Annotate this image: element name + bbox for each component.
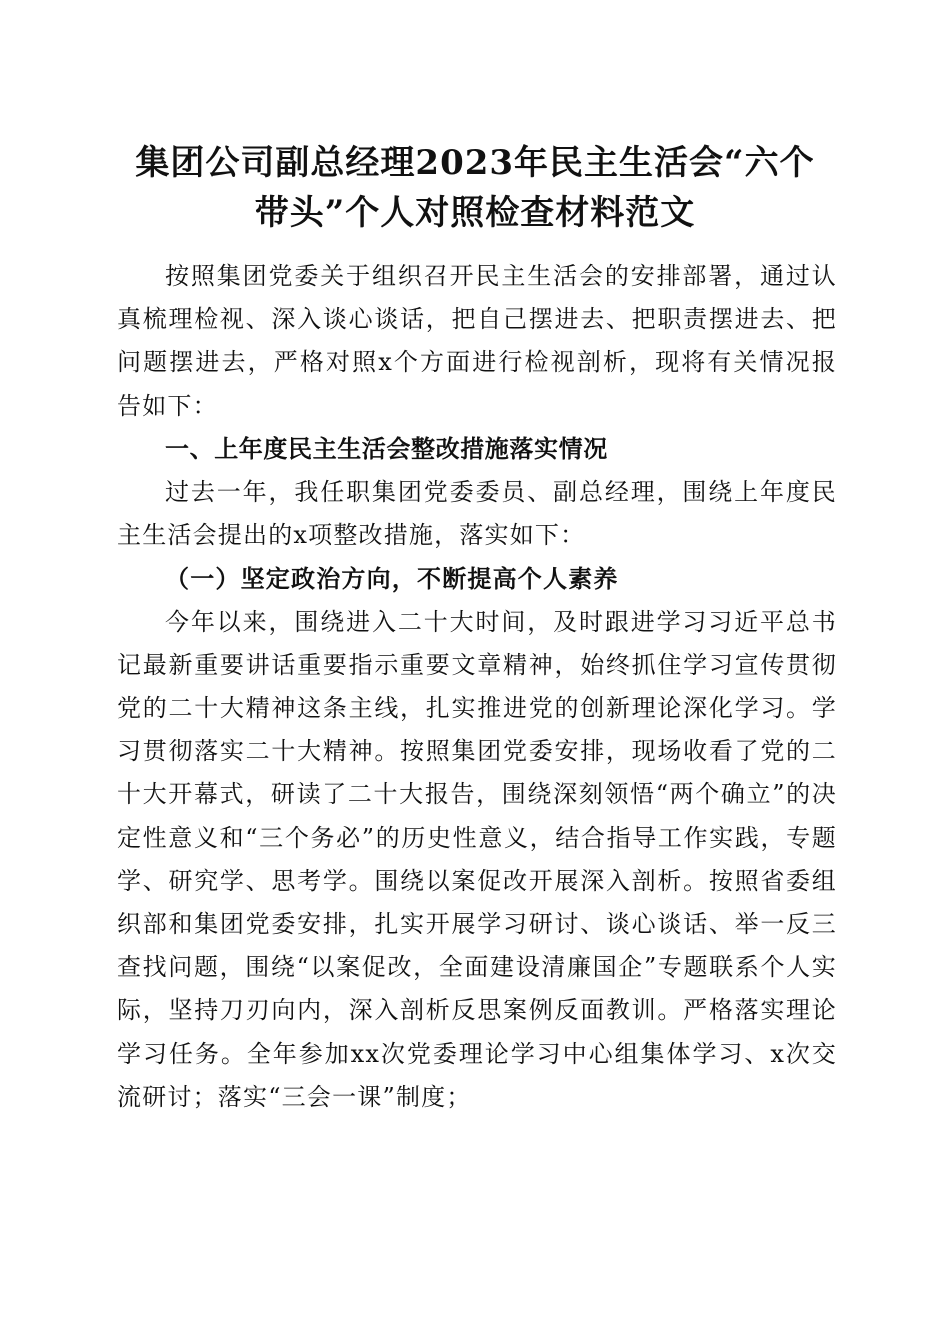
- section-heading-1: 一、上年度民主生活会整改措施落实情况: [165, 434, 608, 463]
- title-line-1: 集团公司副总经理2023年民主生活会“六个: [135, 143, 815, 183]
- document-title: [100, 138, 850, 238]
- subsection-heading-1: （一）坚定政治方向，不断提高个人素养: [165, 564, 619, 594]
- document-body: [117, 255, 837, 1119]
- section-1-intro-paragraph: 过去一年，我任职集团党委委员、副总经理，围绕上年度民主生活会提出的x项整改措施，落实如下：: [117, 478, 837, 550]
- subsection-1-body-paragraph: 今年以来，围绕进入二十大时间，及时跟进学习习近平总书记最新重要讲话重要指示重要文章精神，始终抓住学习宣传贯彻党的二十大精神这条主线，扎实推进党的创新理论深化学习。学习贯彻落实二十大精神。按照集团党委安排，现场收看了党的二十大开幕式，研读了二十大报告，围绕深刻领悟“两个确立”的决定性意义和“三个务必”的历史性意义，结合指导工作实践，专题学、研究学、思考学。围绕以案促改开展深入剖析。按照省委组织部和集团党委安排，扎实开展学习研讨、谈心谈话、举一反三查找问题，围绕“以案促改，全面建设清廉国企”专题联系个人实际，坚持刀刃向内，深入剖析反思案例反面教训。严格落实理论学习任务。全年参加xx次党委理论学习中心组集体学习、x次交流研讨；落实“三会一课”制度；: [117, 607, 837, 1111]
- intro-paragraph: 按照集团党委关于组织召开民主生活会的安排部署，通过认真梳理检视、深入谈心谈话，把自己摆进去、把职责摆进去、把问题摆进去，严格对照x个方面进行检视剖析，现将有关情况报告如下：: [117, 262, 837, 420]
- title-line-2: 带头”个人对照检查材料范文: [254, 193, 696, 233]
